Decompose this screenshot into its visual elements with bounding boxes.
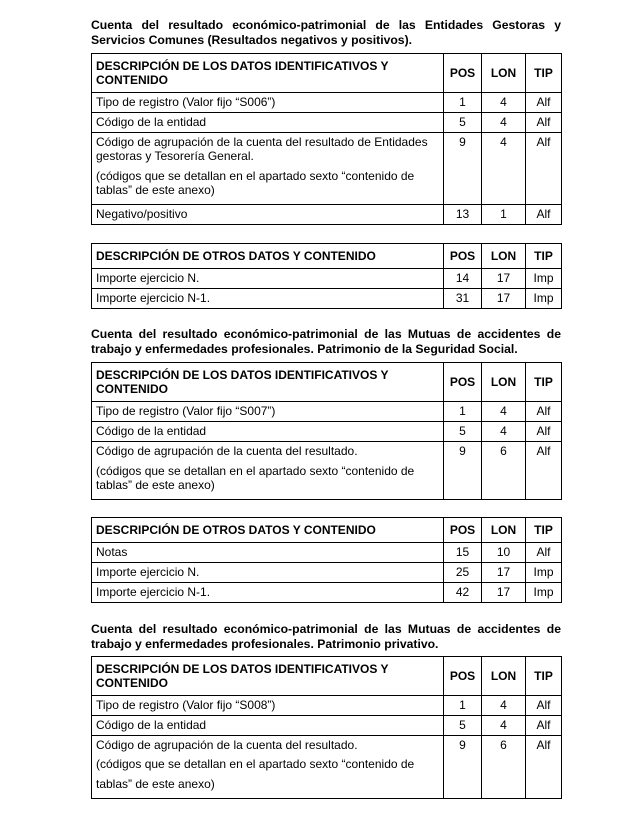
cell-pos: 5 [444,422,482,442]
cell-tip: Alf [526,736,562,799]
header-tip: TIP [526,54,562,93]
cell-description: Tipo de registro (Valor fijo “S007”) [92,402,444,422]
cell-tip: Alf [526,716,562,736]
cell-description: Tipo de registro (Valor fijo “S006”) [92,93,444,113]
cell-description: Código de la entidad [92,113,444,133]
identifiers-table [91,53,562,225]
cell-pos: 9 [444,736,482,799]
table-row [92,402,562,422]
cell-pos: 14 [444,269,482,289]
header-pos: POS [444,518,482,543]
cell-tip: Alf [526,543,562,563]
table-row [92,716,562,736]
header-pos: POS [444,363,482,402]
cell-lon: 4 [482,696,526,716]
header-lon: LON [482,244,526,269]
cell-pos: 1 [444,93,482,113]
header-lon: LON [482,54,526,93]
cell-lon: 17 [482,563,526,583]
cell-pos: 9 [444,442,482,500]
table-row [92,289,562,309]
description-text: Código de agrupación de la cuenta del resultado. [96,444,358,458]
header-description: DESCRIPCIÓN DE LOS DATOS IDENTIFICATIVOS Y CONTENIDO [92,363,444,402]
other-data-table [91,517,562,603]
table-header-row [92,657,562,696]
cell-description [92,736,444,799]
cell-pos: 15 [444,543,482,563]
cell-pos: 5 [444,113,482,133]
section-heading: Cuenta del resultado económico-patrimonial de las Mutuas de accidentes de trabajo y enfermedades profesionales. Patrimonio privativo. [91,622,561,651]
table-header-row [92,518,562,543]
cell-tip: Alf [526,422,562,442]
cell-tip: Alf [526,696,562,716]
cell-pos: 42 [444,583,482,603]
cell-description [92,133,444,205]
cell-tip: Alf [526,93,562,113]
cell-lon: 4 [482,422,526,442]
cell-description: Tipo de registro (Valor fijo “S008”) [92,696,444,716]
table-row [92,442,562,500]
cell-description: Importe ejercicio N-1. [92,583,444,603]
cell-lon: 4 [482,113,526,133]
cell-tip: Alf [526,113,562,133]
header-tip: TIP [526,518,562,543]
header-tip: TIP [526,363,562,402]
description-note: (códigos que se detallan en el apartado sexto “contenido de tablas” de este anexo) [96,169,415,197]
table-row [92,543,562,563]
header-lon: LON [482,657,526,696]
identifiers-table [91,656,562,799]
table-row [92,93,562,113]
cell-pos: 5 [444,716,482,736]
cell-tip: Imp [526,289,562,309]
description-note: (códigos que se detallan en el apartado sexto “contenido de tablas” de este anexo) [96,757,415,791]
cell-tip: Alf [526,442,562,500]
table-header-row [92,54,562,93]
table-row [92,205,562,225]
identifiers-table [91,362,562,500]
cell-tip: Alf [526,205,562,225]
cell-tip: Imp [526,563,562,583]
header-lon: LON [482,518,526,543]
cell-tip: Imp [526,269,562,289]
cell-pos: 9 [444,133,482,205]
cell-description: Importe ejercicio N. [92,563,444,583]
table-row [92,696,562,716]
description-text: Código de agrupación de la cuenta del resultado. [96,738,358,752]
cell-pos: 1 [444,402,482,422]
cell-lon: 17 [482,289,526,309]
cell-description: Notas [92,543,444,563]
cell-lon: 4 [482,93,526,113]
cell-description: Negativo/positivo [92,205,444,225]
header-pos: POS [444,244,482,269]
header-description: DESCRIPCIÓN DE LOS DATOS IDENTIFICATIVOS Y CONTENIDO [92,54,444,93]
header-description: DESCRIPCIÓN DE OTROS DATOS Y CONTENIDO [92,518,444,543]
description-note: (códigos que se detallan en el apartado sexto “contenido de tablas” de este anexo) [96,464,415,492]
cell-pos: 25 [444,563,482,583]
cell-lon: 10 [482,543,526,563]
cell-description: Código de la entidad [92,422,444,442]
table-row [92,269,562,289]
cell-lon: 4 [482,133,526,205]
description-text: Código de agrupación de la cuenta del resultado de Entidades gestoras y Tesorería General. [96,135,428,163]
header-description: DESCRIPCIÓN DE LOS DATOS IDENTIFICATIVOS Y CONTENIDO [92,657,444,696]
header-lon: LON [482,363,526,402]
cell-description: Importe ejercicio N-1. [92,289,444,309]
table-row [92,736,562,799]
cell-lon: 1 [482,205,526,225]
header-tip: TIP [526,244,562,269]
table-header-row [92,244,562,269]
cell-tip: Alf [526,133,562,205]
table-row [92,563,562,583]
cell-pos: 31 [444,289,482,309]
cell-tip: Imp [526,583,562,603]
header-pos: POS [444,54,482,93]
cell-description [92,442,444,500]
cell-lon: 4 [482,716,526,736]
cell-lon: 17 [482,269,526,289]
section-heading: Cuenta del resultado económico-patrimonial de las Entidades Gestoras y Servicios Comunes (Resultados negativos y positivos). [91,18,561,47]
cell-lon: 6 [482,736,526,799]
header-tip: TIP [526,657,562,696]
cell-lon: 4 [482,402,526,422]
table-row [92,113,562,133]
cell-description: Código de la entidad [92,716,444,736]
cell-pos: 1 [444,696,482,716]
cell-pos: 13 [444,205,482,225]
table-row [92,422,562,442]
section-heading: Cuenta del resultado económico-patrimonial de las Mutuas de accidentes de trabajo y enfermedades profesionales. Patrimonio de la Seguridad Social. [91,327,561,356]
cell-tip: Alf [526,402,562,422]
table-row [92,133,562,205]
cell-lon: 6 [482,442,526,500]
table-row [92,583,562,603]
header-pos: POS [444,657,482,696]
cell-lon: 17 [482,583,526,603]
cell-description: Importe ejercicio N. [92,269,444,289]
other-data-table [91,243,562,309]
header-description: DESCRIPCIÓN DE OTROS DATOS Y CONTENIDO [92,244,444,269]
table-header-row [92,363,562,402]
